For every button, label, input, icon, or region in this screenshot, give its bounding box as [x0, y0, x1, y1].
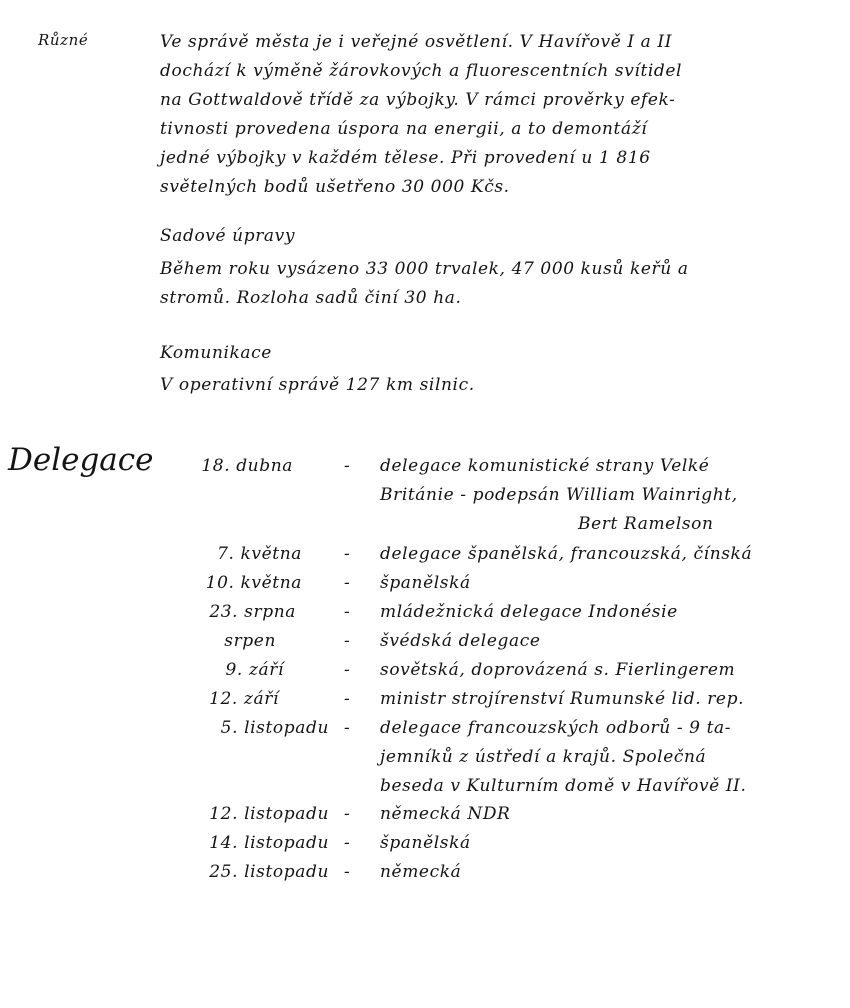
- delegation-date: 7. května: [217, 544, 302, 564]
- delegation-dash: -: [344, 602, 351, 622]
- delegation-description: delegace španělská, francouzská, čínská: [380, 544, 753, 564]
- delegace-label: Delegace: [8, 442, 154, 478]
- margin-label-ruzne: Různé: [38, 31, 89, 49]
- delegation-description: švédská delegace: [380, 631, 541, 651]
- delegation-description: delegace francouzských odborů - 9 ta-: [380, 718, 732, 738]
- delegation-date: 25. listopadu: [209, 862, 329, 882]
- delegation-row: [0, 540, 850, 569]
- delegation-dash: -: [344, 544, 351, 564]
- delegation-description: sovětská, doprovázená s. Fierlingerem: [380, 660, 736, 680]
- heading-komunikace: Komunikace: [160, 343, 272, 363]
- delegation-dash: -: [344, 689, 351, 709]
- delegation-dash: -: [344, 862, 351, 882]
- delegation-description: jemníků z ústředí a krajů. Společná: [380, 747, 707, 767]
- delegation-date: 23. srpna: [209, 602, 296, 622]
- paragraph-line: dochází k výměně žárovkových a fluorescentních svítidel: [160, 61, 683, 81]
- delegation-date: 14. listopadu: [209, 833, 329, 853]
- delegation-date: 10. května: [205, 573, 302, 593]
- paragraph-osvetleni: [160, 28, 682, 202]
- delegation-dash: -: [344, 631, 351, 651]
- paragraph-line: Ve správě města je i veřejné osvětlení. V Havířově I a II: [160, 32, 673, 52]
- delegation-date: 18. dubna: [201, 456, 293, 476]
- delegation-description: delegace komunistické strany Velké: [380, 456, 710, 476]
- paragraph-line: V operativní správě 127 km silnic.: [160, 375, 475, 395]
- delegation-description: Bert Ramelson: [578, 514, 714, 534]
- delegation-description: ministr strojírenství Rumunské lid. rep.: [380, 689, 745, 709]
- delegation-row: [0, 685, 850, 714]
- delegation-date: 12. listopadu: [209, 804, 329, 824]
- delegation-row: [0, 829, 850, 858]
- paragraph-sadove: [160, 255, 689, 313]
- paragraph-line: stromů. Rozloha sadů činí 30 ha.: [160, 288, 462, 308]
- delegation-description: Británie - podepsán William Wainright,: [380, 485, 738, 505]
- delegation-row: [0, 569, 850, 598]
- delegation-row: [0, 452, 850, 534]
- delegation-description: mládežnická delegace Indonésie: [380, 602, 678, 622]
- delegation-row: [0, 627, 850, 656]
- delegation-dash: -: [344, 660, 351, 680]
- delegation-description: španělská: [380, 833, 471, 853]
- delegation-row: [0, 656, 850, 685]
- delegation-row: [0, 800, 850, 829]
- heading-sadove-upravy: Sadové úpravy: [160, 226, 296, 246]
- delegation-dash: -: [344, 573, 351, 593]
- delegation-dash: -: [344, 804, 351, 824]
- paragraph-komunikace: [160, 371, 475, 400]
- delegation-row: [0, 858, 850, 887]
- delegation-date: 5. listopadu: [220, 718, 329, 738]
- delegation-date: 9. září: [225, 660, 284, 680]
- delegation-description: beseda v Kulturním domě v Havířově II.: [380, 776, 747, 796]
- delegation-date: 12. září: [209, 689, 279, 709]
- paragraph-line: Během roku vysázeno 33 000 trvalek, 47 000 kusů keřů a: [160, 259, 689, 279]
- delegation-date: srpen: [224, 631, 276, 651]
- paragraph-line: tivnosti provedena úspora na energii, a to demontáží: [160, 119, 648, 139]
- paragraph-line: na Gottwaldově třídě za výbojky. V rámci prověrky efek-: [160, 90, 676, 110]
- paragraph-line: jedné výbojky v každém tělese. Při provedení u 1 816: [160, 148, 651, 168]
- delegation-dash: -: [344, 718, 351, 738]
- delegation-dash: -: [344, 456, 351, 476]
- paragraph-line: světelných bodů ušetřeno 30 000 Kčs.: [160, 177, 510, 197]
- delegation-row: [0, 598, 850, 627]
- delegation-description: španělská: [380, 573, 471, 593]
- delegation-description: německá: [380, 862, 462, 882]
- delegation-dash: -: [344, 833, 351, 853]
- delegation-row: [0, 714, 850, 796]
- delegation-description: německá NDR: [380, 804, 511, 824]
